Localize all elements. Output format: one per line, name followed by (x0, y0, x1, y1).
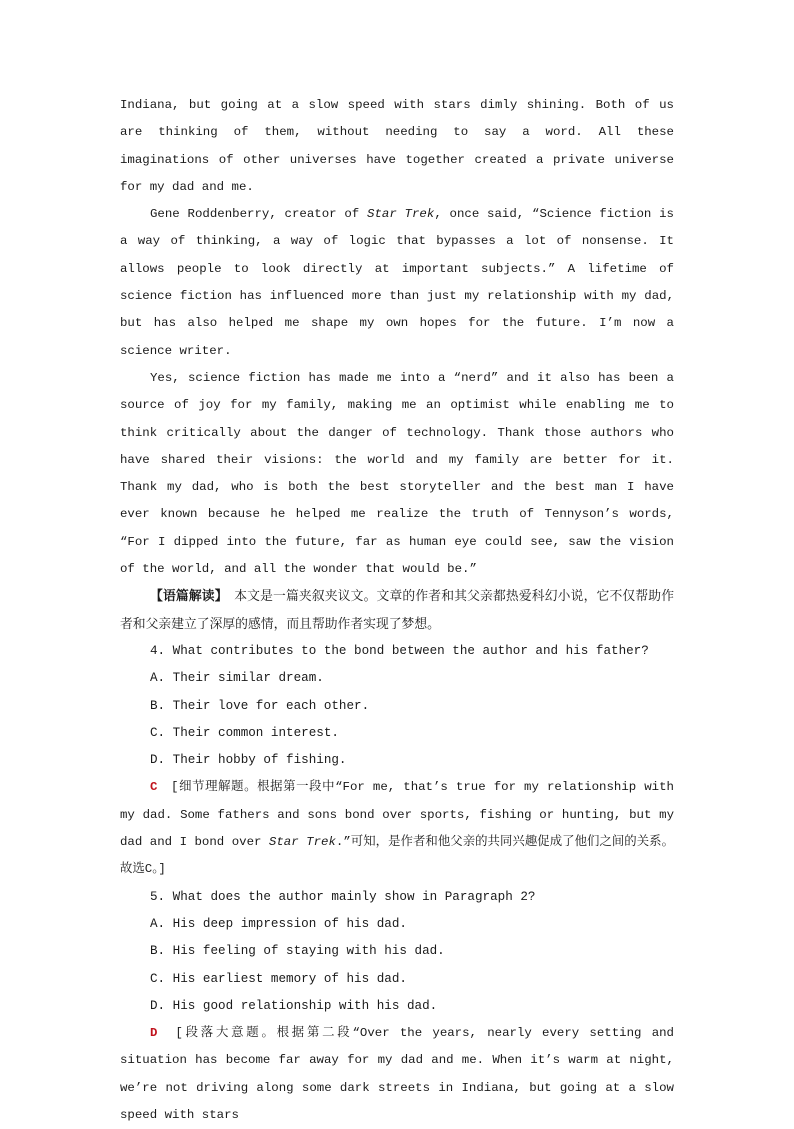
p2-title-star-trek: Star Trek (367, 207, 435, 222)
analysis-text: 本文是一篇夹叙夹议文。文章的作者和其父亲都热爱科幻小说，它不仅帮助作者和父亲建立了深厚的感情，而且帮助作者实现了梦想。 (120, 589, 675, 632)
question-4-option-d: D. Their hobby of fishing. (150, 753, 347, 768)
question-5-explanation (120, 1020, 674, 1129)
passage-paragraph-3: Yes, science fiction has made me into a “nerd” and it also has been a source of joy for my family, making me an optimist while enabling me to think critically about the danger of technology. Thank those authors who have shared their visions: the world and my family are better for it. Thank my dad, who is both the best storyteller and the best man I have ever known because he helped me realize the truth of Tennyson’s words, “For I dipped into the future, far as human eye could see, saw the vision of the world, and all the wonder that would be.” (120, 370, 674, 577)
question-5-option-a: A. His deep impression of his dad. (150, 916, 407, 931)
analysis-paragraph (120, 583, 674, 638)
document-page (120, 92, 674, 1129)
question-5-stem: 5. What does the author mainly show in Paragraph 2? (150, 889, 536, 904)
question-4-option-b: B. Their love for each other. (150, 698, 370, 713)
question-4-answer: C (150, 780, 158, 795)
analysis-tag: 【语篇解读】 (150, 589, 222, 605)
q4-exp-before: [细节理解题。根据第一段中“For me, that’s true for my relationship with my dad. Some fathers and sons bond over sports, fishing or hunting, but my dad and I bond over (120, 780, 674, 850)
question-4-stem: 4. What contributes to the bond between the author and his father? (150, 643, 649, 658)
passage-paragraph-2 (120, 201, 674, 365)
question-5-option-d: D. His good relationship with his dad. (150, 998, 438, 1013)
question-4-explanation (120, 774, 674, 883)
q4-exp-title-star-trek: Star Trek (268, 835, 336, 850)
question-5-answer: D (150, 1026, 158, 1041)
question-5-option-c: C. His earliest memory of his dad. (150, 971, 407, 986)
p2-text-after: , once said, “Science fiction is a way of thinking, a way of logic that bypasses a lot of nonsense. It allows people to look directly at important subjects.” A lifetime of science fiction has influenced more than just my relationship with my dad, but has also helped me shape my own hopes for the future. I’m now a science writer. (120, 207, 674, 358)
p2-text-before: Gene Roddenberry, creator of (150, 207, 368, 222)
passage-paragraph-1: Indiana, but going at a slow speed with stars dimly shining. Both of us are thinking of them, without needing to say a word. All these imaginations of other universes have together created a private universe for my dad and me. (120, 98, 674, 194)
question-4-option-c: C. Their common interest. (150, 725, 339, 740)
question-5-option-b: B. His feeling of staying with his dad. (150, 944, 445, 959)
q5-exp-text: [段落大意题。根据第二段“Over the years, nearly every setting and situation has become far away for my dad and me. When it’s warm at night, we’re not driving along some dark streets in Indiana, but going at a slow speed with stars (120, 1026, 674, 1122)
q4-exp-after: .”可知，是作者和他父亲的共同兴趣促成了他们之间的关系。故选C。] (120, 835, 674, 877)
question-4-option-a: A. Their similar dream. (150, 671, 324, 686)
